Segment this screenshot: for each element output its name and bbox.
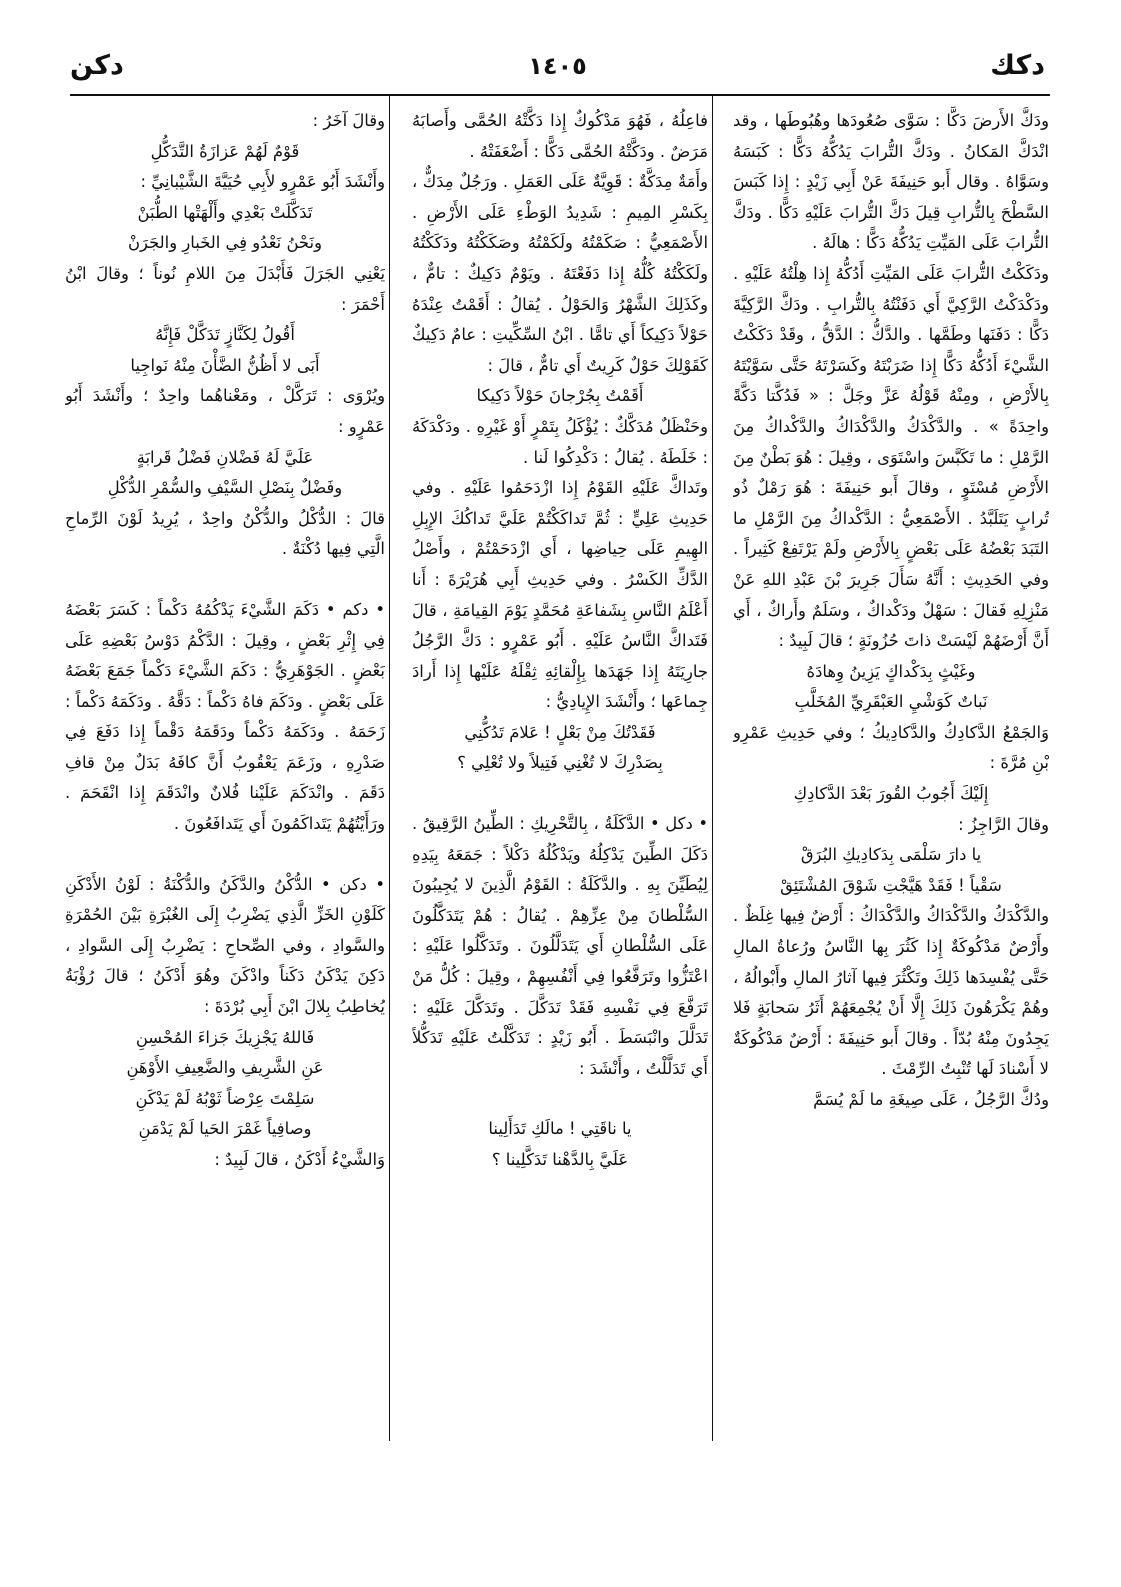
paragraph: ويُرْوَى : تَرَكَّلْ ، ومَعْناهُما واحِدٌ ؛ وأَنْشَدَ أَبُو عَمْرٍو :	[65, 386, 385, 436]
verse-line: عَنِ الشَّرِيفِ والضَّعِيفِ الأَوْهَنِ	[126, 1058, 324, 1078]
verse-line: عَلَيَّ لَهُ فَضْلانِ فَضْلُ قَرابَةٍ	[136, 447, 314, 467]
verse-line: عَلَيَّ بِالدَّهْنا تَدَكَّلِينا ؟	[491, 1150, 629, 1169]
verse-line: يا دارَ سَلْمَى بِدَكادِيكِ البُرَقْ	[800, 845, 982, 865]
entry-dakal: • دكل • الدَّكَلَةُ ، بِالتَّحْرِيكِ : الطِّينُ الرَّقِيقُ . دَكَلَ الطِّينَ يَدْكِلُهُ ويَدْكُلُهُ دَكْلاً : جَمَعَهُ بِيَدِهِ لِيُطَيِّنَ بِهِ . والدَّكَلَةُ : القَوْمُ الَّذِينَ لا يُجِيبُونَ السُّلْطانَ مِنْ عِزِّهِمْ . يُقالُ : هُمْ يَتَدَكَّلُونَ عَلَى السُّلْطانِ أَي يَتَدَلَّلُونَ . وتَدَكَّلُوا عَلَيْهِ : اعْتَزُّوا وتَرَفَّعُوا فِي أَنْفُسِهِمْ ، وقِيلَ : كُلُّ مَنْ تَرَفَّعَ فِي نَفْسِهِ فَقَدْ تَدَكَّلَ . وتَدَكَّلَ عَلَيْهِ : تَدَلَّلَ وانْبَسَطَ . أَبُو زَيْدٍ : تَدَكَّلْتُ عَلَيْهِ تَدَكُّلاً أَي تَدَلَّلْتُ ، وأَنْشَدَ :	[412, 814, 708, 1078]
verse-line: قَوْمٌ لَهُمْ عَزازَةُ التَّدَكُّلِ	[150, 141, 300, 161]
entry-dakan: • دكن • الدُّكْنُ والدَّكَنُ والدُّكْنَةُ : لَوْنُ الأَدْكَنِ كَلَوْنِ الخَزِّ الَّذِي يَضْرِبُ إِلَى الغُبْرَةِ بَيْنَ الحُمْرَةِ والسَّوادِ ، وفي الصِّحاحِ : يَضْرِبُ إِلَى السَّوادِ ، دَكِنَ يَدْكَنُ دَكَناً وادْكَنَ وهُوَ أَدْكَنُ ؛ قالَ رُؤْبَةُ يُخاطِبُ بِلالَ ابْنَ أَبِي بُرْدَةَ :	[65, 874, 385, 1017]
left-guide-word: دكن	[70, 50, 124, 81]
verse-line: تَدَكَّلَتْ بَعْدِي وأَلْهَتْها الطُّبَنْ	[137, 202, 313, 222]
verse-line: إِلَيْكَ أَجُوبُ القُورَ بَعْدَ الدَّكادِكِ	[793, 784, 989, 804]
verse-line: وفَضْلٌ بِنَصْلِ السَّيْفِ والسُّمْرِ الدُّكْلِ	[107, 478, 343, 498]
paragraph: وأَنْشَدَ أَبُو عَمْرٍو لأَبِي حُيَيَّةَ الشَّيْبانِيِّ :	[140, 172, 385, 192]
page-header	[70, 50, 1045, 94]
spacer	[65, 565, 385, 595]
verse-line: أَبَى لا أَظُنُّ الضَّأْنَ مِنْهُ نَواجِيا	[130, 355, 320, 375]
paragraph: ودُكَّ الرَّجُلُ ، عَلَى صِيغَةِ ما لَمْ يُسَمَّ	[813, 1090, 1049, 1109]
verse-line: فَاللهُ يَجْزِيكَ جَزاءَ المُحْسِنِ	[135, 1027, 315, 1047]
paragraph: وحَنْظَلٌ مُدَكَّكٌ : يُؤْكَلُ بِتَمْرٍ أَوْ غَيْرِهِ . ودَكْدَكَهُ : خَلَطَهُ . يُقالُ : دَكْدِكُوا لَنا .	[412, 416, 708, 467]
column-divider	[389, 96, 390, 1441]
spacer	[412, 1084, 708, 1114]
column-right	[733, 106, 1049, 1446]
verse-line: سَلِمْتَ عِرْضاً ثَوْبُهُ لَمْ يَدْكَنِ	[135, 1088, 315, 1108]
column-middle	[412, 106, 708, 1446]
paragraph: يَعْنِي الجَرَلَ فَأَبْدَلَ مِنَ اللامِ نُوناً ؛ وقالَ ابْنُ أَحْمَرَ :	[65, 263, 385, 314]
paragraph: ودَكَّ الأَرضَ دَكًّا : سَوَّى صُعُودَها وهُبُوطَها ، وقد انْدَكَّ المَكانُ . ودَكَّ التُّرابَ يَدُكُّهُ دَكًّا : كَبَسَهُ وسَوَّاهُ . وقال أَبو حَنِيفَةَ عَنْ أَبِي زَيْدٍ : إِذا كَبَسَ السَّطْحَ بِالتُّرابِ قِيلَ دَكَّ التُّرابَ عَلَيْهِ دَكًّا . ودَكَّ التُّرابَ عَلَى المَيِّتِ يَدُكُّهُ دَكًّا : هالَهُ .	[733, 111, 1049, 253]
verse-line: وغَيْثٍ بِدَكْداكٍ يَزِينُ وِهادَهُ	[806, 661, 976, 681]
paragraph: وَالجَمْعُ الدَّكادِكُ والدَّكادِيكُ ؛ وفي حَدِيثِ عَمْرِو بْنِ مُرَّةَ :	[733, 722, 1049, 773]
verse-line: وصافِياً غَمْرَ الحَيا لَمْ يَدْمَنِ	[138, 1119, 312, 1139]
verse-line: أَقُولُ لِكَنَّازٍ تَدَكَّلْ فَإِنَّهُ	[155, 325, 295, 345]
paragraph: فاعِلُهُ ، فَهُوَ مَدْكُوكٌ إِذا دَكَّتْهُ الحُمَّى وأَصابَهُ مَرَضٌ . ودَكَّتْهُ الحُمَّى دَكًّا : أَضْعَفَتْهُ .	[412, 111, 708, 161]
verse-line: نَباتٌ كَوَشْيِ العَبْقَرِيِّ المُخَلَّبِ	[794, 692, 988, 712]
paragraph: وقالَ آخَرُ :	[312, 111, 385, 130]
paragraph: وقالَ الرَّاجِزُ :	[958, 814, 1049, 834]
verse-line: يا ناقَتِي ! مالَكِ تَدَأَلِينا	[488, 1119, 632, 1139]
paragraph: ودَكَكْتُ التُّرابَ عَلَى المَيِّتِ أَدُكُّهُ إِذا هِلْتُهُ عَلَيْهِ . ودَكْدَكْتُ الرَّكِيَّ أَي دَفَنْتُهُ بِالتُّرابِ . ودَكَّ الرَّكِيَّةَ دَكًّا : دَفَنَها وطَمَّها . والدَّكُّ : الدَّقُّ ، وقَدْ دَكَكْتُ الشَّيْءَ أَدُكُّهُ دَكًّا إِذا ضَرَبْتَهُ وكَسَرْتَهُ حَتَّى سَوَّيْتَهُ بِالأَرْضِ ، ومِنْهُ قَوْلُهُ عَزَّ وجَلَّ : « فَدُكَّتا دَكَّةً واحِدَةً » . والدَّكْدَكُ والدَّكْدَاكُ والدَّكْداكُ مِنَ الرَّمْلِ : ما تَكَبَّسَ واسْتَوَى ، وقِيلَ : هُوَ بَطْنٌ مِنَ الأَرْضِ مُسْتَوٍ ، وقالَ أَبو حَنِيفَةَ : هُوَ رَمْلٌ ذُو تُرابٍ يَتَلَبَّدُ . الأَصْمَعِيُّ : الدَّكْداكُ مِنَ الرَّمْلِ ما التَبَدَ بَعْضُهُ عَلَى بَعْضٍ بِالأَرْضِ ولَمْ يَرْتَفِعْ كَثِيراً . وفي الحَدِيثِ : أَنَّهُ سَأَلَ جَرِيرَ بْنَ عَبْدِ اللهِ عَنْ مَنْزِلِهِ فَقالَ : سَهْلٌ ودَكْداكٌ ، وسَلَمٌ وأَراكٌ ، أَي أَنَّ أَرْضَهُمْ لَيْسَتْ ذاتَ حُزُونَةٍ ؛ قالَ لَبِيدٌ :	[733, 263, 1049, 651]
paragraph: وتَداكَّ عَلَيْهِ القَوْمُ إِذا ازْدَحَمُوا عَلَيْهِ . وفي حَدِيثِ عَلِيٍّ : ثُمَّ تَداكَكْتُمْ عَلَيَّ تَداكُكَ الإِبِلِ الهِيمِ عَلَى حِياضِها ، أَي ازْدَحَمْتُمْ ، وأَصْلُ الدَّكِّ الكَسْرُ . وفي حَدِيثِ أَبِي هُرَيْرَةَ : أَنا أَعْلَمُ النَّاسِ بِشَفاعَةِ مُحَمَّدٍ يَوْمَ القِيامَةِ ، قالَ فَتَداكَّ النَّاسُ عَلَيْهِ . أَبُو عَمْرٍو : دَكَّ الرَّجُلُ جارِيَتَهُ إِذا جَهَدَها بِإِلْقائِهِ ثِقْلَهُ عَلَيْها إِذا أَرادَ جِماعَها ؛ وأَنْشَدَ الإِيادِيُّ :	[412, 478, 708, 712]
right-guide-word: دكك	[990, 50, 1045, 81]
entry-dakam: • دكم • دَكَمَ الشَّيْءَ يَدْكُمُهُ دَكْماً : كَسَرَ بَعْضَهُ فِي إِثْرِ بَعْضٍ ، وقِيلَ : الدَّكْمُ دَوْسُ بَعْضِهِ عَلَى بَعْضٍ . الجَوْهَرِيُّ : دَكَمَ الشَّيْءَ دَكْماً جَمَعَ بَعْضَهُ عَلَى بَعْضٍ . ودَكَمَ فاهُ دَكْماً : دَقَّهُ . ودَكَمَهُ دَكْماً : زَحَمَهُ . ودَكَمَهُ دَكْماً ودَقَمَهُ دَقْماً إِذا دَفَعَ فِي صَدْرِهِ ، وزَعَمَ يَعْقُوبُ أَنَّ كافَهُ بَدَلٌ مِنْ قافِ دَقَمَ . وانْدَكَمَ عَلَيْنا فُلانٌ وانْدَقَمَ إِذا انْقَحَمَ . ورَأَيْتُهُمْ يَتَداكَمُونَ أَي يَتَدافَعُونَ .	[65, 599, 385, 834]
column-divider	[712, 96, 713, 1441]
paragraph: وَالشَّيْءُ أَدْكَنُ ، قالَ لَبِيدٌ :	[214, 1150, 385, 1169]
verse-line: بِصَدْرِكَ لا تُغْنِي فَتِيلاً ولا تُعْلِي ؟	[457, 753, 663, 773]
spacer	[412, 779, 708, 809]
spacer	[65, 840, 385, 870]
page-number: ١٤٠٥	[528, 52, 587, 80]
verse-line: أَقَمْتُ بِجُرْجانَ حَوْلاً دَكِيكا	[476, 386, 644, 406]
header-rule	[70, 94, 1050, 96]
column-left	[65, 106, 385, 1446]
verse-line: سَقْياً ! فَقَدْ هَيَّجْتِ شَوْقَ المُشْتَئِقْ	[780, 875, 1002, 895]
verse-line: ونَحْنُ نَعْدُو فِي الخَبارِ والجَرَنْ	[128, 233, 322, 253]
paragraph: والدَّكْدَكُ والدَّكْدَاكُ والدَّكْدَاكُ : أَرْضٌ فِيها غِلَظٌ . وأَرْضٌ مَدْكُوكَةٌ إِذا كَثُرَ بِها النَّاسُ ورُعاةُ المالِ حَتَّى يُفْسِدَها ذَلِكَ وتَكْثُرَ فِيها آثارُ المالِ وأَبْوالُهُ ، وهُمْ يَكْرَهُونَ ذَلِكَ إِلَّا أَنْ يُجْمِعَهُمْ أَثَرُ سَحابَةٍ فَلا يَجِدُونَ مِنْهُ بُدّاً . وقالَ أَبو حَنِيفَةَ : أَرْضٌ مَدْكُوكَةٌ لا أَسْنادَ لَها تُنْبِتُ الرِّمْثَ .	[733, 906, 1049, 1079]
paragraph: قالَ : الدُّكْلُ والدُّكْنُ واحِدٌ ، يُرِيدُ لَوْنَ الرِّماحِ الَّتِي فِيها دُكْنَةٌ .	[65, 508, 385, 559]
verse-line: فَقَدْتُكَ مِنْ بَعْلٍ ! عَلامَ تَدُكُّنِي	[464, 722, 656, 742]
paragraph: وأَمَةٌ مِدَكَّةٌ : قَوِيَّةٌ عَلَى العَمَلِ . ورَجُلٌ مِدَكٌّ ، بِكَسْرِ المِيمِ : شَدِيدُ الوَطْءِ عَلَى الأَرْضِ . الأَصْمَعِيُّ : صَكَمْتُهُ ولَكَمْتُهُ وصَكَكْتُهُ ودَكَكْتُهُ ولَكَكْتُهُ كُلُّهُ إِذا دَفَعْتَهُ . ويَوْمٌ دَكِيكٌ : تامٌّ ، وكَذَلِكَ الشَّهْرُ وَالحَوْلُ . يُقالُ : أَقَمْتُ عِنْدَهُ حَوْلاً دَكِيكاً أَي تامًّا . ابْنُ السِّكِّيتِ : عامٌ دَكِيكٌ كَقَوْلِكَ حَوْلٌ كَرِيتٌ أَي تامٌّ ، قالَ :	[412, 172, 708, 375]
